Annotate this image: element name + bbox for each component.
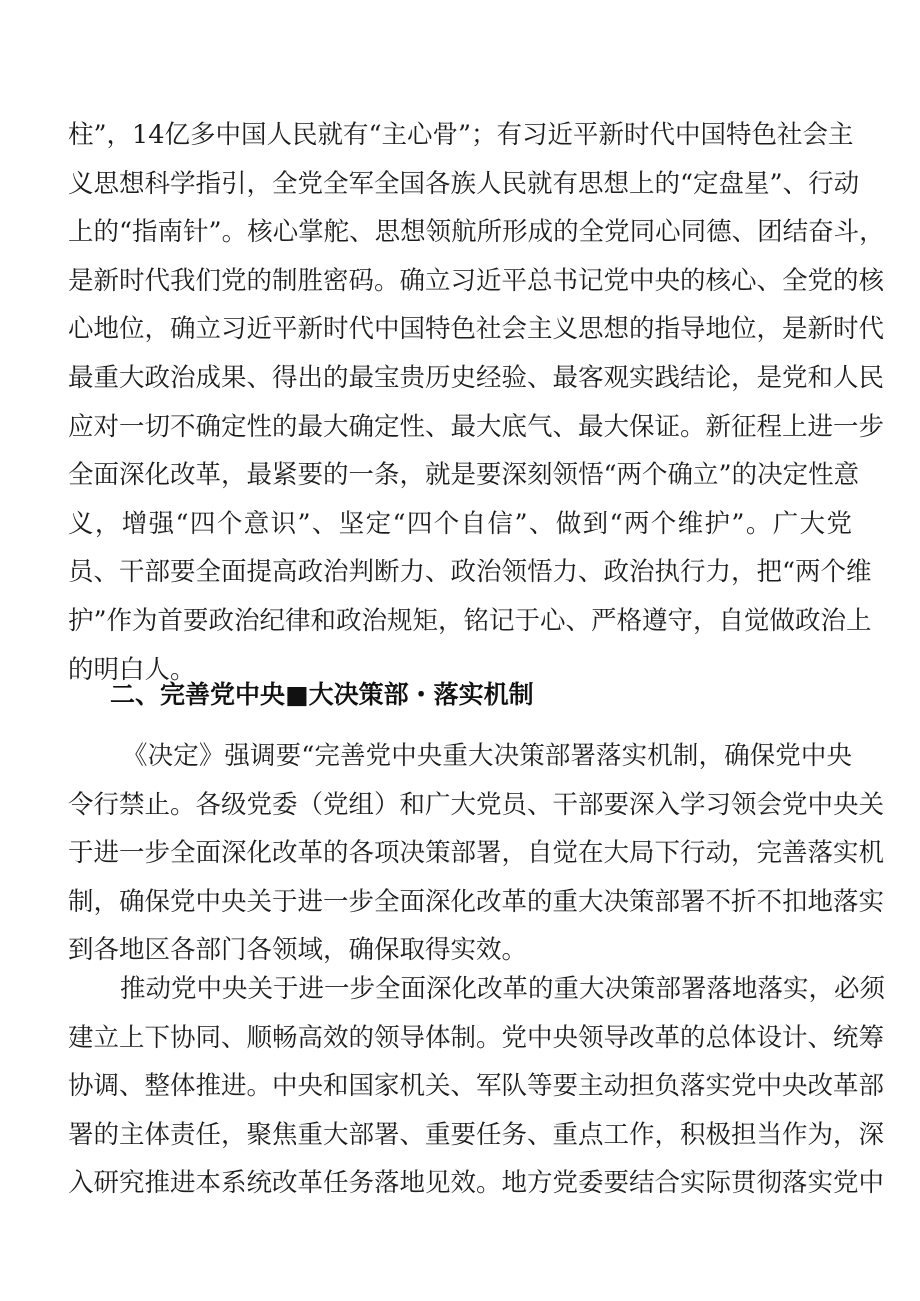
text-line: 推动党中央关于进一步全面深化改革的重大决策部署落地落实，必须 xyxy=(120,974,886,1004)
text-line: 于进一步全面深化改革的各项决策部署，自觉在大局下行动，完善落实机 xyxy=(68,838,885,869)
text-line: 上的“指南针”。核心掌舵、思想领航所形成的全党同心同德、团结奋斗， xyxy=(68,217,885,248)
body-paragraph-3 xyxy=(68,965,886,1208)
body-paragraph-2 xyxy=(68,732,885,975)
body-paragraph-1 xyxy=(68,111,885,694)
text-line: 员、干部要全面提高政治判断力、政治领悟力、政治执行力，把“两个维 xyxy=(68,557,872,588)
text-line: 署的主体责任，聚焦重大部署、重要任务、重点工作，积极担当作为，深 xyxy=(68,1119,885,1150)
text-line: 建立上下协同、顺畅高效的领导体制。党中央领导改革的总体设计、统筹 xyxy=(68,1022,885,1053)
text-line: 心地位，确立习近平新时代中国特色社会主义思想的指导地位，是新时代 xyxy=(68,314,885,345)
text-line: 最重大政治成果、得出的最宝贵历史经验、最客观实践结论，是党和人民 xyxy=(68,362,885,393)
text-line: 制，确保党中央关于进一步全面深化改革的重大决策部署不折不扣地落实 xyxy=(68,886,885,917)
text-line: 到各地区各部门各领域，确保取得实效。 xyxy=(68,935,528,966)
text-line: 协调、整体推进。中央和国家机关、军队等要主动担负落实党中央改革部 xyxy=(68,1071,885,1102)
section-heading: 二、完善党中央■大决策部・落实机制 xyxy=(110,680,534,709)
text-line: 义思想科学指引，全党全军全国各族人民就有思想上的“定盘星”、行动 xyxy=(68,168,860,199)
text-line: 义，增强“四个意识”、坚定“四个自信”、做到“两个维护”。广大党 xyxy=(68,508,852,539)
text-line: 护”作为首要政治纪律和政治规矩，铭记于心、严格遵守，自觉做政治上 xyxy=(68,605,872,636)
text-line: 《决定》强调要“完善党中央重大决策部署落实机制，确保党中央 xyxy=(122,741,852,771)
text-line: 柱”，14亿多中国人民就有“主心骨”；有习近平新时代中国特色社会主 xyxy=(68,120,854,150)
text-line: 应对一切不确定性的最大确定性、最大底气、最大保证。新征程上进一步 xyxy=(68,411,885,442)
text-line: 入研究推进本系统改革任务落地见效。地方党委要结合实际贯彻落实党中 xyxy=(68,1168,885,1199)
text-line: 的明白人。 xyxy=(68,654,196,685)
text-line: 令行禁止。各级党委（党组）和广大党员、干部要深入学习领会党中央关 xyxy=(68,789,885,820)
text-line: 是新时代我们党的制胜密码。确立习近平总书记党中央的核心、全党的核 xyxy=(68,265,885,296)
text-line: 全面深化改革，最紧要的一条，就是要深刻领悟“两个确立”的决定性意 xyxy=(68,460,860,491)
